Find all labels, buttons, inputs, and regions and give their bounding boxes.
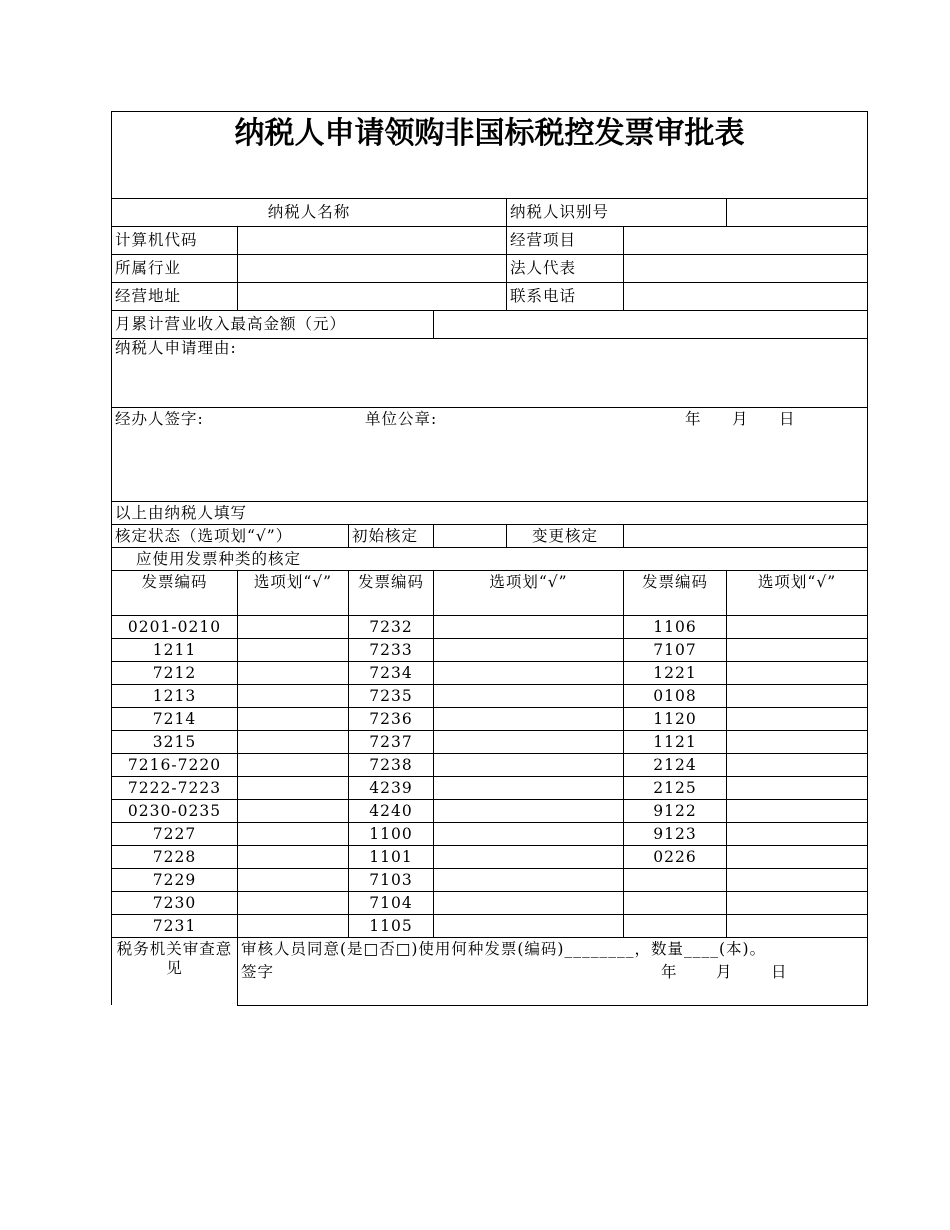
invoice-check-cell[interactable]: [434, 731, 624, 754]
col-header-code-3: 发票编码: [624, 571, 727, 616]
invoice-code-cell: 7222-7223: [112, 777, 238, 800]
legal-rep-field[interactable]: [624, 255, 868, 283]
invoice-check-cell[interactable]: [238, 639, 349, 662]
filled-by-taxpayer-note: 以上由纳税人填写: [112, 502, 868, 525]
industry-field[interactable]: [238, 255, 507, 283]
change-verify-check[interactable]: [624, 525, 868, 548]
invoice-check-cell[interactable]: [727, 754, 868, 777]
invoice-code-cell: 4240: [349, 800, 434, 823]
invoice-code-cell: 0230-0235: [112, 800, 238, 823]
invoice-code-cell: 7235: [349, 685, 434, 708]
invoice-check-cell[interactable]: [727, 685, 868, 708]
invoice-check-cell[interactable]: [727, 846, 868, 869]
monthly-income-field[interactable]: [434, 311, 868, 339]
invoice-code-cell: 7104: [349, 892, 434, 915]
invoice-code-cell: 2125: [624, 777, 727, 800]
invoice-code-cell: 1213: [112, 685, 238, 708]
invoice-code-cell: 0226: [624, 846, 727, 869]
seal-label: 单位公章:: [365, 410, 438, 428]
invoice-check-cell[interactable]: [434, 846, 624, 869]
form-table: [111, 111, 868, 1006]
invoice-check-cell[interactable]: [434, 685, 624, 708]
authority-sign-block: [238, 963, 868, 1005]
invoice-check-cell[interactable]: [727, 662, 868, 685]
invoice-code-cell: 2124: [624, 754, 727, 777]
invoice-code-cell: 1211: [112, 639, 238, 662]
col-header-check-2: 选项划“√”: [434, 571, 624, 616]
invoice-code-cell: 7229: [112, 869, 238, 892]
authority-date-month: 月: [716, 962, 733, 981]
authority-opinion-label: 税务机关审查意见: [112, 938, 238, 1006]
initial-verify-label: 初始核定: [349, 525, 434, 548]
invoice-check-cell[interactable]: [238, 731, 349, 754]
authority-date-day: 日: [771, 962, 788, 981]
invoice-check-cell[interactable]: [434, 662, 624, 685]
invoice-check-cell[interactable]: [434, 616, 624, 639]
initial-verify-check[interactable]: [434, 525, 507, 548]
invoice-check-cell[interactable]: [434, 800, 624, 823]
invoice-check-cell[interactable]: [727, 800, 868, 823]
invoice-check-cell[interactable]: [434, 754, 624, 777]
invoice-code-cell: 7238: [349, 754, 434, 777]
table-row: [112, 685, 868, 708]
table-row: [112, 731, 868, 754]
invoice-code-cell: 7232: [349, 616, 434, 639]
table-row: [112, 915, 868, 938]
table-row: [112, 662, 868, 685]
page-title: 纳税人申请领购非国标税控发票审批表: [112, 112, 868, 199]
invoice-code-cell: [624, 869, 727, 892]
handler-sign-label: 经办人签字:: [115, 410, 204, 428]
invoice-code-cell: 1100: [349, 823, 434, 846]
invoice-rows: [112, 616, 868, 938]
invoice-check-cell[interactable]: [238, 846, 349, 869]
invoice-code-cell: 7103: [349, 869, 434, 892]
invoice-check-cell[interactable]: [238, 823, 349, 846]
invoice-code-cell: 7231: [112, 915, 238, 938]
col-header-code-1: 发票编码: [112, 571, 238, 616]
authority-sign-label: 签字: [241, 962, 275, 981]
invoice-code-cell: 0108: [624, 685, 727, 708]
invoice-code-cell: [624, 915, 727, 938]
invoice-check-cell[interactable]: [727, 777, 868, 800]
invoice-code-cell: 7212: [112, 662, 238, 685]
invoice-check-cell[interactable]: [238, 777, 349, 800]
taxpayer-name-label: 纳税人名称: [112, 199, 507, 227]
invoice-check-cell[interactable]: [727, 731, 868, 754]
invoice-types-label: 应使用发票种类的核定: [112, 548, 868, 571]
invoice-code-cell: 0201-0210: [112, 616, 238, 639]
col-header-check-3: 选项划“√”: [727, 571, 868, 616]
invoice-code-cell: 7107: [624, 639, 727, 662]
invoice-code-cell: 1105: [349, 915, 434, 938]
invoice-code-cell: 7234: [349, 662, 434, 685]
table-row: [112, 777, 868, 800]
invoice-check-cell[interactable]: [434, 869, 624, 892]
authority-opinion-text: 审核人员同意(是□否□)使用何种发票(编码)________，数量____(本)。: [238, 938, 868, 963]
invoice-code-cell: 7236: [349, 708, 434, 731]
invoice-code-cell: 7230: [112, 892, 238, 915]
approval-form: [111, 111, 867, 1006]
table-row: [112, 892, 868, 915]
table-row: [112, 708, 868, 731]
invoice-check-cell[interactable]: [434, 915, 624, 938]
invoice-check-cell[interactable]: [238, 754, 349, 777]
invoice-code-cell: 9122: [624, 800, 727, 823]
table-row: [112, 639, 868, 662]
col-header-code-2: 发票编码: [349, 571, 434, 616]
invoice-check-cell[interactable]: [727, 639, 868, 662]
table-row: [112, 823, 868, 846]
invoice-check-cell[interactable]: [434, 708, 624, 731]
phone-label: 联系电话: [507, 283, 624, 311]
invoice-code-cell: 7214: [112, 708, 238, 731]
invoice-code-cell: 3215: [112, 731, 238, 754]
table-row: [112, 846, 868, 869]
invoice-check-cell[interactable]: [238, 662, 349, 685]
invoice-check-cell[interactable]: [238, 892, 349, 915]
monthly-income-label: 月累计营业收入最高金额（元）: [112, 311, 434, 339]
address-field[interactable]: [238, 283, 507, 311]
invoice-check-cell[interactable]: [727, 869, 868, 892]
reason-field[interactable]: [112, 339, 868, 408]
business-items-label: 经营项目: [507, 227, 624, 255]
signature-block: [112, 408, 868, 502]
invoice-check-cell[interactable]: [434, 777, 624, 800]
invoice-check-cell[interactable]: [434, 823, 624, 846]
invoice-code-cell: 7237: [349, 731, 434, 754]
invoice-check-cell[interactable]: [727, 892, 868, 915]
phone-field[interactable]: [624, 283, 868, 311]
industry-label: 所属行业: [112, 255, 238, 283]
invoice-check-cell[interactable]: [434, 639, 624, 662]
invoice-code-cell: 4239: [349, 777, 434, 800]
taxpayer-id-field[interactable]: [727, 199, 868, 227]
invoice-check-cell[interactable]: [238, 800, 349, 823]
invoice-check-cell[interactable]: [727, 616, 868, 639]
table-row: [112, 754, 868, 777]
invoice-code-cell: 9123: [624, 823, 727, 846]
invoice-check-cell[interactable]: [238, 708, 349, 731]
table-row: [112, 869, 868, 892]
invoice-code-cell: 1120: [624, 708, 727, 731]
taxpayer-id-label: 纳税人识别号: [507, 199, 727, 227]
invoice-code-cell: 7228: [112, 846, 238, 869]
col-header-check-1: 选项划“√”: [238, 571, 349, 616]
invoice-check-cell[interactable]: [727, 915, 868, 938]
date-year-label: 年: [685, 410, 702, 428]
computer-code-field[interactable]: [238, 227, 507, 255]
invoice-code-cell: 1106: [624, 616, 727, 639]
date-month-label: 月: [732, 410, 749, 428]
invoice-code-cell: 1101: [349, 846, 434, 869]
invoice-check-cell[interactable]: [727, 823, 868, 846]
invoice-code-cell: 1121: [624, 731, 727, 754]
business-items-field[interactable]: [624, 227, 868, 255]
table-row: [112, 800, 868, 823]
change-verify-label: 变更核定: [507, 525, 624, 548]
invoice-check-cell[interactable]: [238, 869, 349, 892]
date-day-label: 日: [779, 410, 796, 428]
reason-label: 纳税人申请理由:: [115, 339, 237, 357]
invoice-code-cell: 7233: [349, 639, 434, 662]
invoice-code-cell: 7216-7220: [112, 754, 238, 777]
verify-status-label: 核定状态（选项划“√”）: [112, 525, 349, 548]
authority-date-year: 年: [661, 962, 678, 981]
invoice-check-cell[interactable]: [238, 915, 349, 938]
invoice-check-cell[interactable]: [434, 892, 624, 915]
invoice-code-cell: [624, 892, 727, 915]
invoice-check-cell[interactable]: [238, 685, 349, 708]
invoice-code-cell: 1221: [624, 662, 727, 685]
address-label: 经营地址: [112, 283, 238, 311]
invoice-check-cell[interactable]: [727, 708, 868, 731]
invoice-code-cell: 7227: [112, 823, 238, 846]
computer-code-label: 计算机代码: [112, 227, 238, 255]
invoice-check-cell[interactable]: [238, 616, 349, 639]
legal-rep-label: 法人代表: [507, 255, 624, 283]
table-row: [112, 616, 868, 639]
